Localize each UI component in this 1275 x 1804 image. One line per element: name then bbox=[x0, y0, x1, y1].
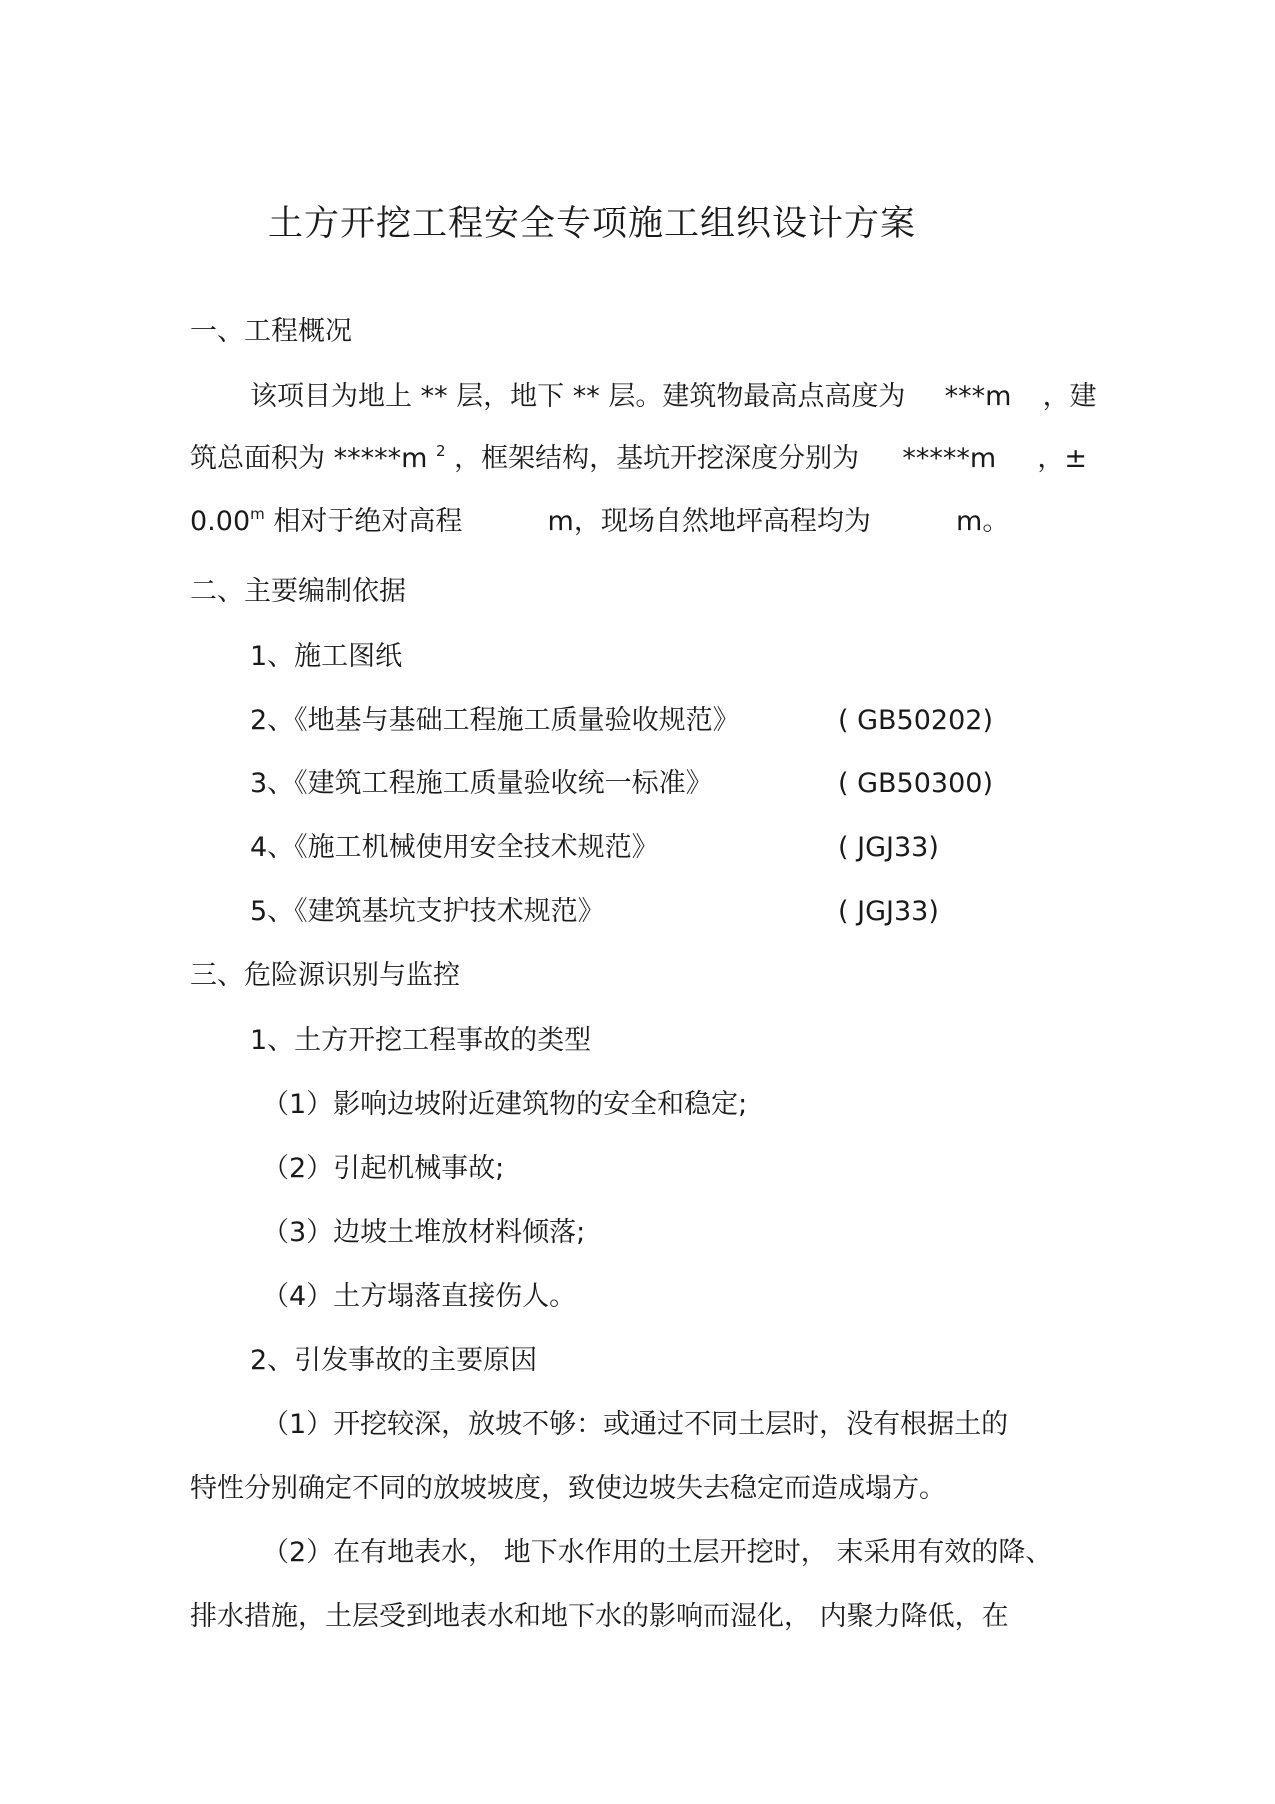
text-span: ** 层，地下 bbox=[420, 381, 565, 412]
document-title: 土方开挖工程安全专项施工组织设计方案 bbox=[268, 204, 917, 244]
section-heading-2: 二、主要编制依据 bbox=[190, 576, 406, 607]
list-item: 1、施工图纸 bbox=[250, 641, 403, 672]
text-span: ** 层。建筑物最高点高度为 bbox=[572, 381, 906, 412]
text-span: 相对于绝对高程 bbox=[273, 506, 463, 537]
list-item: 5、《建筑基坑支护技术规范》 bbox=[250, 896, 605, 927]
standard-code: ( GB50202) bbox=[838, 705, 993, 736]
superscript: 2 bbox=[436, 442, 446, 460]
paragraph-line bbox=[190, 442, 1087, 476]
paragraph-line: 排水措施，土层受到地表水和地下水的影响而湿化， 内聚力降低，在 bbox=[190, 1601, 1009, 1632]
list-item: （3）边坡土堆放材料倾落; bbox=[262, 1217, 586, 1248]
superscript: m bbox=[250, 505, 265, 523]
list-item: 3、《建筑工程施工质量验收统一标准》 bbox=[250, 768, 713, 799]
list-item: 4、《施工机械使用安全技术规范》 bbox=[250, 832, 659, 863]
text-span: ，框架结构，基坑开挖深度分别为 bbox=[454, 443, 860, 474]
text-span: m，现场自然地坪高程均为 bbox=[547, 506, 871, 537]
section-heading-3: 三、危险源识别与监控 bbox=[190, 960, 460, 991]
text-span: 0.00 bbox=[190, 506, 251, 537]
paragraph-line bbox=[190, 505, 1009, 539]
list-item: （2）引起机械事故; bbox=[262, 1153, 505, 1184]
paragraph-line: （2）在有地表水， 地下水作用的土层开挖时， 末采用有效的降、 bbox=[262, 1537, 1053, 1568]
text-span: ***m bbox=[944, 381, 1012, 412]
subsection-heading: 2、引发事故的主要原因 bbox=[250, 1345, 538, 1376]
subsection-heading: 1、土方开挖工程事故的类型 bbox=[250, 1025, 592, 1056]
text-span: *****m bbox=[902, 443, 997, 474]
paragraph-line bbox=[250, 380, 1097, 414]
text-span: 该项目为地上 bbox=[250, 381, 412, 412]
standard-code: ( JGJ33) bbox=[838, 896, 939, 927]
list-item: （4）土方塌落直接伤人。 bbox=[262, 1281, 577, 1312]
list-item: （1）影响边坡附近建筑物的安全和稳定; bbox=[262, 1089, 748, 1120]
standard-code: ( GB50300) bbox=[838, 768, 993, 799]
text-span: ，建 bbox=[1042, 381, 1097, 412]
text-span: 筑总面积为 bbox=[190, 443, 325, 474]
section-heading-1: 一、工程概况 bbox=[190, 316, 352, 347]
text-span: m。 bbox=[956, 506, 1010, 537]
paragraph-line: （1）开挖较深，放坡不够：或通过不同土层时，没有根据土的 bbox=[262, 1409, 1009, 1440]
standard-code: ( JGJ33) bbox=[838, 832, 939, 863]
text-span: ，± bbox=[1037, 443, 1087, 474]
paragraph-line: 特性分别确定不同的放坡坡度，致使边坡失去稳定而造成塌方。 bbox=[190, 1473, 946, 1504]
list-item: 2、《地基与基础工程施工质量验收规范》 bbox=[250, 705, 740, 736]
text-span: *****m bbox=[333, 443, 428, 474]
